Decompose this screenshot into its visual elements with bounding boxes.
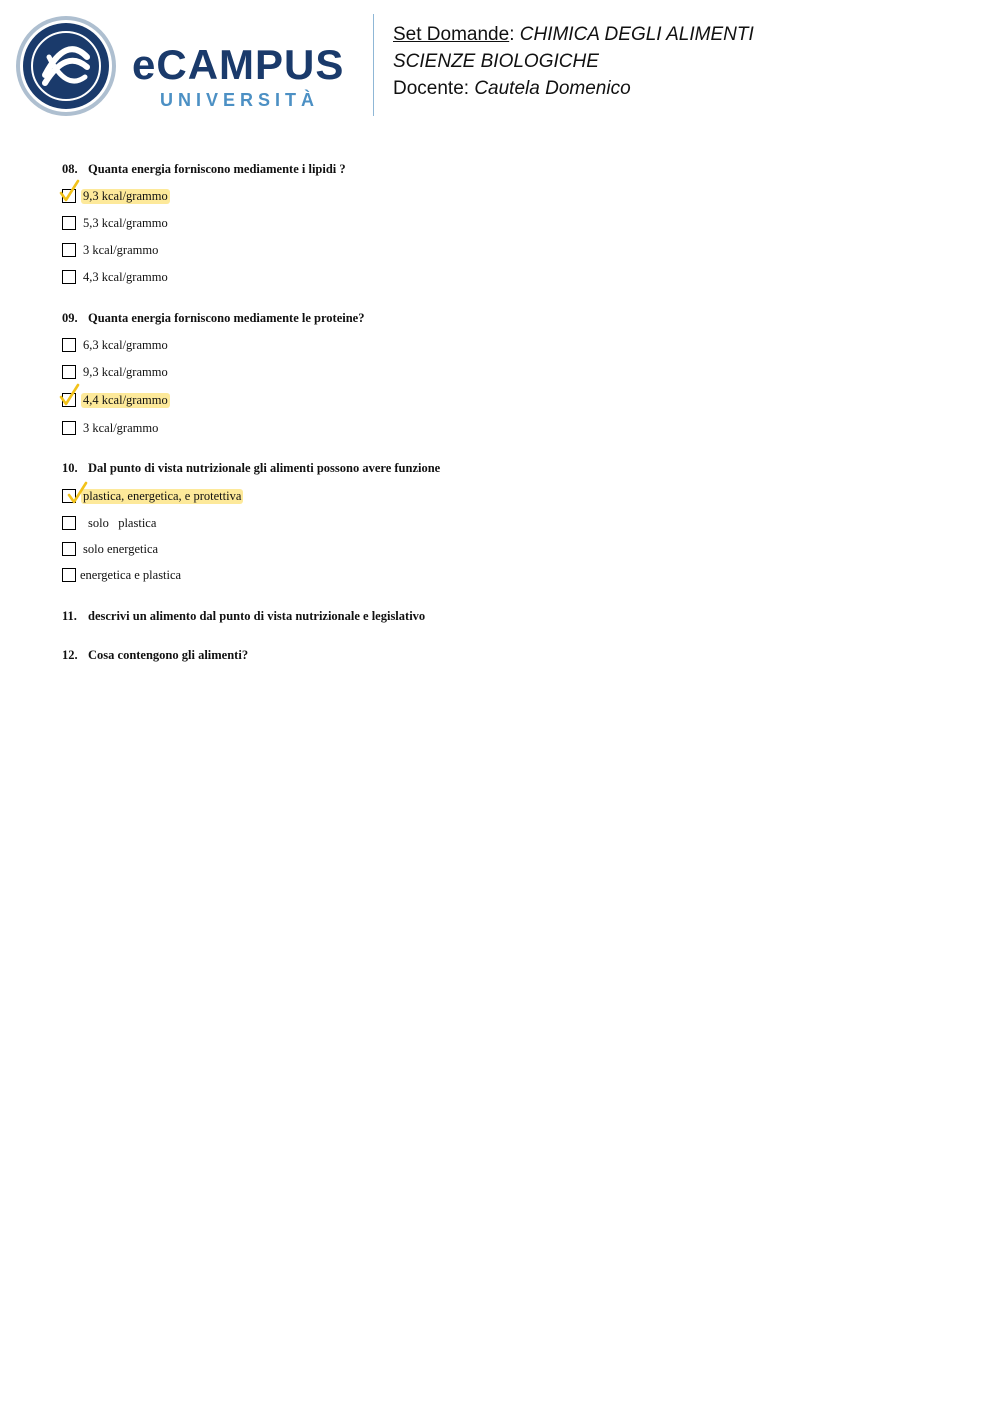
question-number: 09. xyxy=(62,311,78,325)
checkmark-icon xyxy=(59,179,81,203)
checkbox[interactable] xyxy=(62,216,76,230)
checkmark-icon xyxy=(59,383,81,407)
question-10 xyxy=(62,461,440,476)
option-label: 5,3 kcal/grammo xyxy=(83,216,168,230)
option-label: energetica e plastica xyxy=(80,568,182,582)
option-label: 3 kcal/grammo xyxy=(83,421,159,435)
checkbox[interactable] xyxy=(62,421,76,435)
checkbox[interactable] xyxy=(62,338,76,352)
option-label: solo energetica xyxy=(83,542,159,556)
set-label: Set Domande xyxy=(393,24,510,45)
checkbox[interactable] xyxy=(62,568,76,582)
checkmark-icon xyxy=(67,481,89,505)
question-09 xyxy=(62,311,364,326)
question-text: Quanta energia forniscono mediamente i lipidi ? xyxy=(88,162,346,176)
question-number: 12. xyxy=(62,648,78,662)
set-line: Set Domande: CHIMICA DEGLI ALIMENTI xyxy=(393,24,754,45)
faculty-name: SCIENZE BIOLOGICHE xyxy=(393,51,599,72)
option-label: 9,3 kcal/grammo xyxy=(83,365,168,379)
option-label: 9,3 kcal/grammo xyxy=(83,189,168,203)
checkbox[interactable] xyxy=(62,542,76,556)
logo-wordmark: eCAMPUS xyxy=(132,41,345,88)
checkbox[interactable] xyxy=(62,243,76,257)
option-label: 3 kcal/grammo xyxy=(83,243,159,257)
option-label: solo plastica xyxy=(88,516,157,530)
question-text: descrivi un alimento dal punto di vista nutrizionale e legislativo xyxy=(88,609,426,623)
course-title: CHIMICA DEGLI ALIMENTI xyxy=(519,24,754,45)
teacher-label: Docente: xyxy=(393,78,470,99)
question-11 xyxy=(62,609,425,624)
teacher-line xyxy=(393,76,631,102)
logo-subtext: UNIVERSITÀ xyxy=(160,90,320,110)
question-number: 11. xyxy=(62,609,77,623)
option-label: 4,3 kcal/grammo xyxy=(83,270,168,284)
header-divider xyxy=(373,14,374,116)
checkbox[interactable] xyxy=(62,516,76,530)
option-label: 4,4 kcal/grammo xyxy=(83,393,168,407)
question-08 xyxy=(62,162,346,177)
question-12 xyxy=(62,648,248,663)
option-label: plastica, energetica, e protettiva xyxy=(83,489,242,503)
teacher-name: Cautela Domenico xyxy=(474,78,631,99)
page-header xyxy=(0,0,1000,130)
university-seal-logo xyxy=(15,15,117,117)
option-label: 6,3 kcal/grammo xyxy=(83,338,168,352)
question-text: Cosa contengono gli alimenti? xyxy=(88,648,249,662)
question-number: 08. xyxy=(62,162,78,176)
question-text: Quanta energia forniscono mediamente le proteine? xyxy=(88,311,365,325)
question-text: Dal punto di vista nutrizionale gli alimenti possono avere funzione xyxy=(88,461,441,475)
question-number: 10. xyxy=(62,461,78,475)
checkbox[interactable] xyxy=(62,365,76,379)
checkbox[interactable] xyxy=(62,270,76,284)
